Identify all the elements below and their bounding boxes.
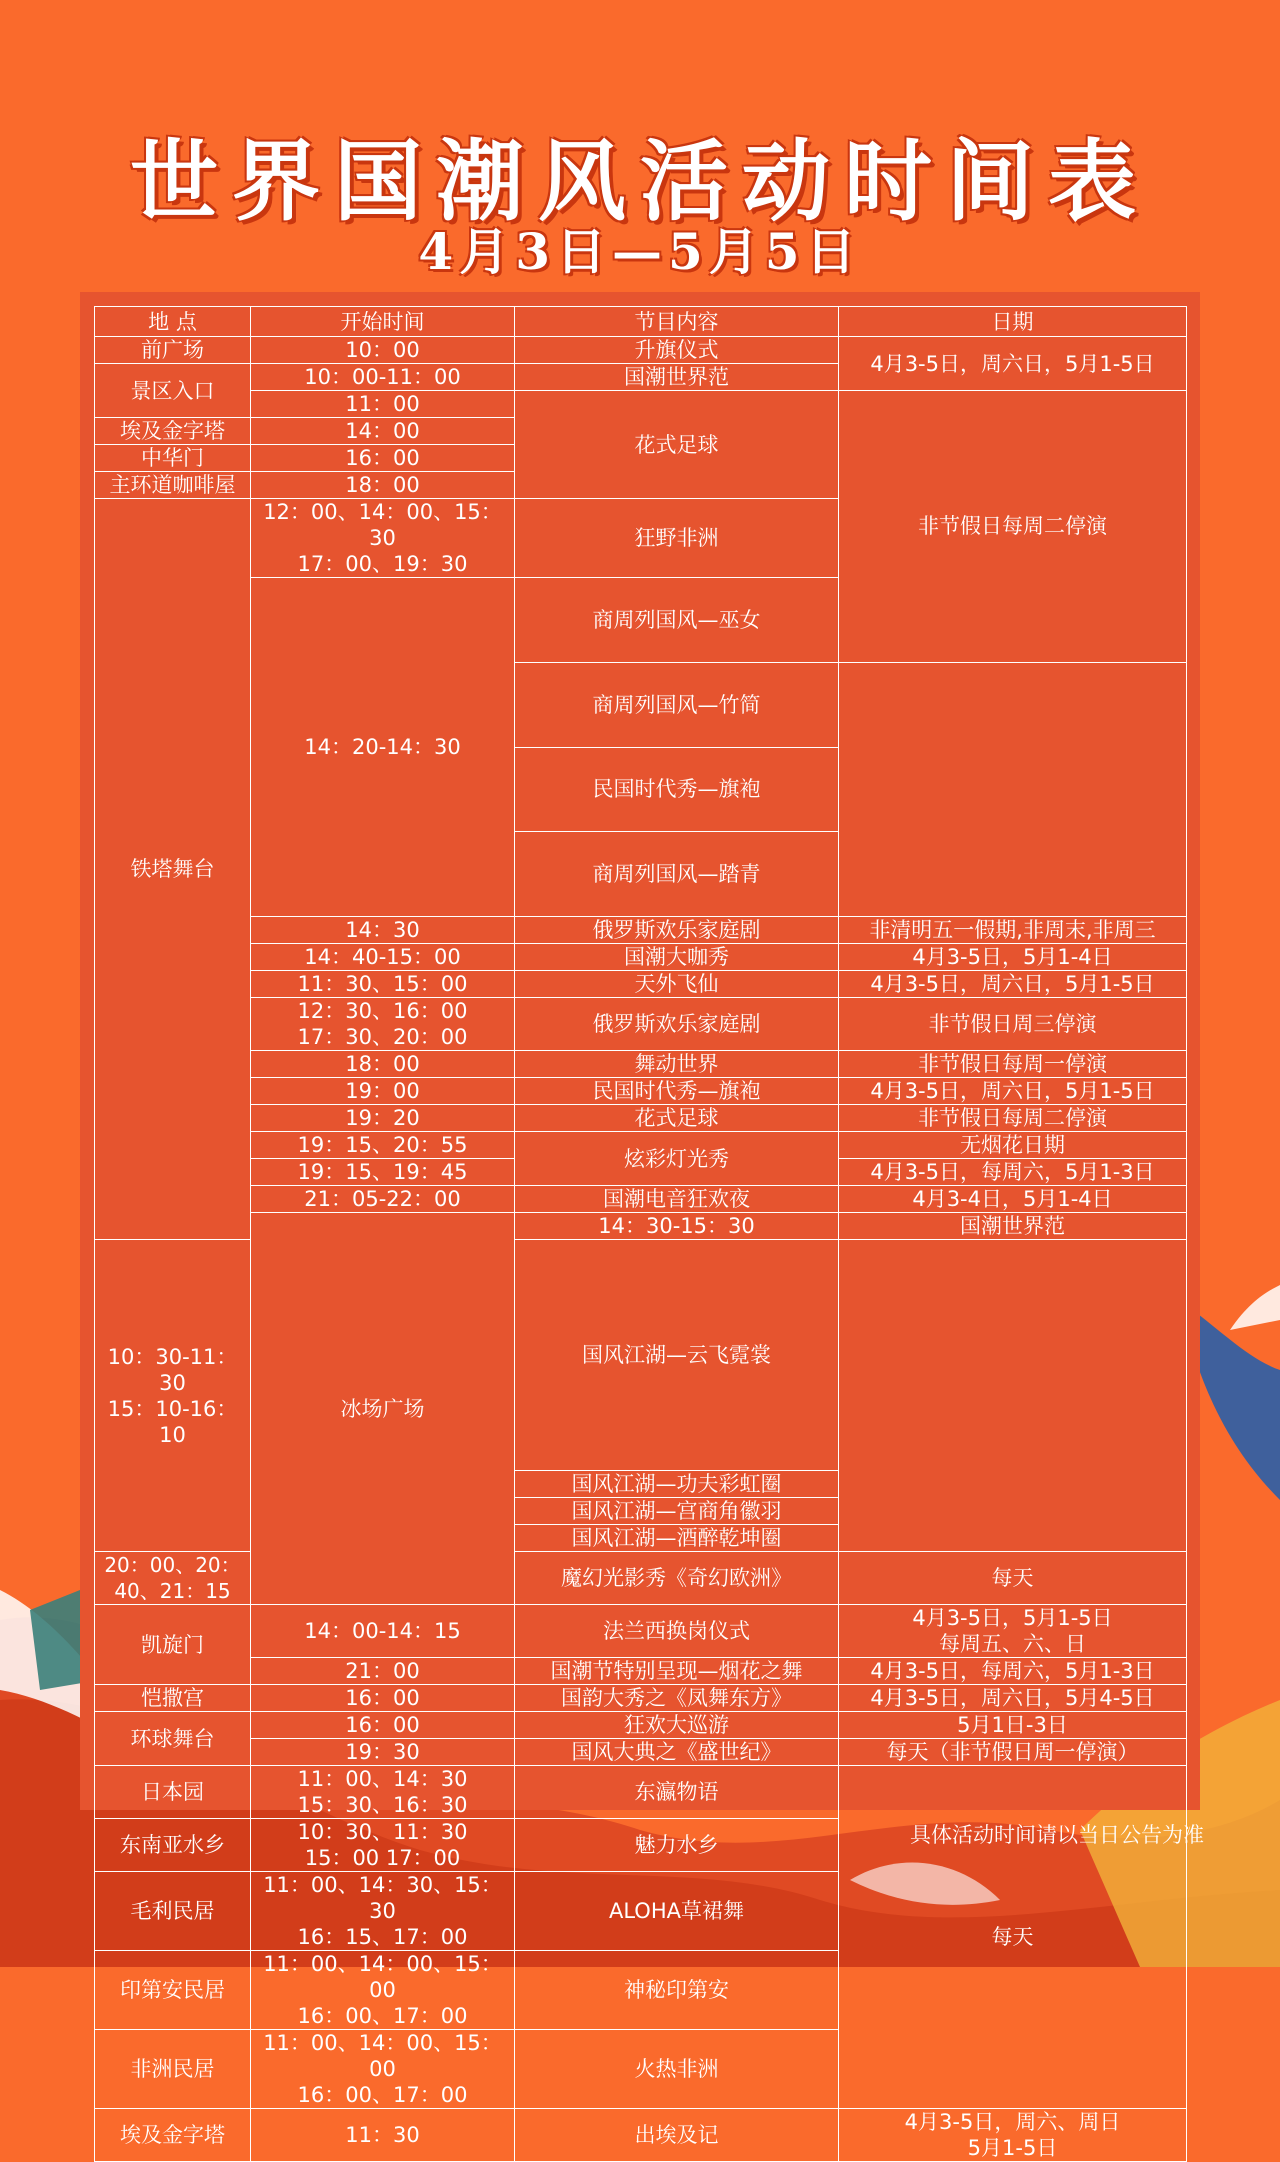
table-row	[95, 1712, 1187, 1739]
schedule-table	[94, 306, 1187, 2162]
table-cell: 14：30	[251, 917, 515, 944]
table-row	[95, 2109, 1187, 2162]
table-row	[95, 337, 1187, 364]
table-cell: 18：00	[251, 1051, 515, 1078]
table-cell: 国潮节特别呈现—烟花之舞	[515, 1658, 839, 1685]
table-cell: 铁塔舞台	[95, 499, 251, 1240]
table-cell: 19：15、20：55	[251, 1132, 515, 1159]
table-cell: 14：20-14：30	[251, 578, 515, 917]
table-row	[95, 1132, 1187, 1159]
table-cell: 恺撒宫	[95, 1685, 251, 1712]
table-cell: 10：00	[251, 337, 515, 364]
table-cell: 无烟花日期	[839, 1132, 1187, 1159]
table-cell: 16：00	[251, 445, 515, 472]
table-cell: 东南亚水乡	[95, 1819, 251, 1872]
table-row	[95, 1766, 1187, 1819]
header-program: 节目内容	[515, 307, 839, 337]
table-cell: 4月3-5日，周六日，5月1-5日	[839, 971, 1187, 998]
table-cell: 非清明五一假期,非周末,非周三	[839, 917, 1187, 944]
table-cell: 12：30、16：00 17：30、20：00	[251, 998, 515, 1051]
table-cell: 商周列国风—巫女	[515, 578, 839, 663]
table-cell: 埃及金字塔	[95, 418, 251, 445]
table-cell: 东瀛物语	[515, 1766, 839, 1819]
table-cell: 21：05-22：00	[251, 1186, 515, 1213]
table-cell: 升旗仪式	[515, 337, 839, 364]
table-cell: 19：00	[251, 1078, 515, 1105]
table-cell: 10：30、11：30 15：00 17：00	[251, 1819, 515, 1872]
table-cell: 舞动世界	[515, 1051, 839, 1078]
table-cell: 国韵大秀之《凤舞东方》	[515, 1685, 839, 1712]
table-cell: 魔幻光影秀《奇幻欧洲》	[515, 1552, 839, 1605]
table-cell: 俄罗斯欢乐家庭剧	[515, 998, 839, 1051]
table-cell: 非节假日每周二停演	[839, 391, 1187, 663]
table-cell: 4月3-5日，周六日，5月1-5日	[839, 1078, 1187, 1105]
table-cell: 19：20	[251, 1105, 515, 1132]
table-cell: 中华门	[95, 445, 251, 472]
header-start-time: 开始时间	[251, 307, 515, 337]
table-cell: 毛利民居	[95, 1872, 251, 1951]
table-cell: 前广场	[95, 337, 251, 364]
table-cell: 4月3-5日，每周六，5月1-3日	[839, 1159, 1187, 1186]
date-range-subtitle: 4月3日—5月5日	[418, 222, 862, 281]
table-cell: 19：30	[251, 1739, 515, 1766]
table-cell: 炫彩灯光秀	[515, 1132, 839, 1186]
table-cell: 国潮世界范	[839, 1213, 1187, 1240]
table-cell: 民国时代秀—旗袍	[515, 1078, 839, 1105]
table-row	[95, 917, 1187, 944]
table-row	[95, 1605, 1187, 1658]
table-row	[95, 1658, 1187, 1685]
table-cell: 14：00	[251, 418, 515, 445]
table-cell: 16：00	[251, 1712, 515, 1739]
table-cell: 4月3-5日，周六、周日 5月1-5日	[839, 2109, 1187, 2162]
table-cell: 国潮世界范	[515, 364, 839, 391]
table-cell: 主环道咖啡屋	[95, 472, 251, 499]
table-row	[95, 1051, 1187, 1078]
table-cell: 19：15、19：45	[251, 1159, 515, 1186]
table-cell: 印第安民居	[95, 1951, 251, 2030]
table-cell: 4月3-4日，5月1-4日	[839, 1186, 1187, 1213]
table-cell: 每天	[839, 1766, 1187, 2109]
table-cell: 4月3-5日，5月1-4日	[839, 944, 1187, 971]
table-cell: 21：00	[251, 1658, 515, 1685]
table-cell: 非洲民居	[95, 2030, 251, 2109]
table-cell: 俄罗斯欢乐家庭剧	[515, 917, 839, 944]
schedule-body	[95, 337, 1187, 2162]
table-row	[95, 1078, 1187, 1105]
table-cell: 狂野非洲	[515, 499, 839, 578]
table-cell: 商周列国风—竹简	[515, 662, 839, 747]
table-row	[95, 1105, 1187, 1132]
table-row	[95, 944, 1187, 971]
table-row	[95, 1213, 1187, 1240]
header-date: 日期	[839, 307, 1187, 337]
table-row	[95, 971, 1187, 998]
table-row	[95, 1685, 1187, 1712]
table-cell: 日本园	[95, 1766, 251, 1819]
table-cell: 凯旋门	[95, 1605, 251, 1685]
table-cell: 非节假日每周二停演	[839, 1105, 1187, 1132]
table-header-row	[95, 307, 1187, 337]
table-cell: 出埃及记	[515, 2109, 839, 2162]
table-cell: 11：00	[251, 391, 515, 418]
table-cell: 4月3-5日，周六日，5月4-5日	[839, 1685, 1187, 1712]
table-cell: 法兰西换岗仪式	[515, 1605, 839, 1658]
table-cell: 冰场广场	[251, 1213, 515, 1605]
table-cell: 18：00	[251, 472, 515, 499]
table-cell: 景区入口	[95, 364, 251, 418]
table-cell: 11：00、14：30、15：30 16：15、17：00	[251, 1872, 515, 1951]
table-cell: 12：00、14：00、15：30 17：00、19：30	[251, 499, 515, 578]
table-cell: 非节假日周三停演	[839, 998, 1187, 1051]
table-cell: 14：00-14：15	[251, 1605, 515, 1658]
table-cell: 10：30-11：30 15：10-16：10	[95, 1240, 251, 1552]
header-location: 地 点	[95, 307, 251, 337]
table-cell: 每天	[839, 1552, 1187, 1605]
table-cell: 火热非洲	[515, 2030, 839, 2109]
table-cell: 11：30	[251, 2109, 515, 2162]
table-cell: 狂欢大巡游	[515, 1712, 839, 1739]
table-row	[95, 391, 1187, 418]
table-cell: 商周列国风—踏青	[515, 832, 839, 917]
table-row	[95, 1186, 1187, 1213]
table-cell: 环球舞台	[95, 1712, 251, 1766]
table-cell: 4月3-5日，每周六，5月1-3日	[839, 1658, 1187, 1685]
table-cell: 10：00-11：00	[251, 364, 515, 391]
table-cell: 4月3-5日，周六日，5月1-5日	[839, 337, 1187, 391]
table-cell: 非节假日每周一停演	[839, 1051, 1187, 1078]
table-row	[95, 998, 1187, 1051]
table-cell: 国潮大咖秀	[515, 944, 839, 971]
table-cell: 花式足球	[515, 391, 839, 499]
table-cell: 14：30-15：30	[515, 1213, 839, 1240]
table-cell: 11：00、14：00、15：00 16：00、17：00	[251, 2030, 515, 2109]
table-cell: 民国时代秀—旗袍	[515, 747, 839, 832]
table-cell: 国风江湖—功夫彩虹圈	[515, 1471, 839, 1498]
table-cell: 国潮电音狂欢夜	[515, 1186, 839, 1213]
table-cell: 花式足球	[515, 1105, 839, 1132]
table-cell: ALOHA草裙舞	[515, 1872, 839, 1951]
table-cell: 国风大典之《盛世纪》	[515, 1739, 839, 1766]
table-cell: 11：00、14：30 15：30、16：30	[251, 1766, 515, 1819]
table-row	[95, 1739, 1187, 1766]
table-cell: 国风江湖—宫商角徽羽	[515, 1498, 839, 1525]
table-cell: 11：00、14：00、15：00 16：00、17：00	[251, 1951, 515, 2030]
table-cell: 国风江湖—酒醉乾坤圈	[515, 1525, 839, 1552]
table-cell: 魅力水乡	[515, 1819, 839, 1872]
table-cell: 神秘印第安	[515, 1951, 839, 2030]
table-cell: 16：00	[251, 1685, 515, 1712]
table-cell: 4月3-5日，5月1-5日 每周五、六、日	[839, 1605, 1187, 1658]
table-cell: 天外飞仙	[515, 971, 839, 998]
page-title: 世界国潮风活动时间表	[129, 129, 1150, 233]
table-cell: 20：00、20：40、21：15	[95, 1552, 251, 1605]
table-cell: 14：40-15：00	[251, 944, 515, 971]
table-cell: 11：30、15：00	[251, 971, 515, 998]
table-cell: 5月1日-3日	[839, 1712, 1187, 1739]
table-cell: 每天（非节假日周一停演）	[839, 1739, 1187, 1766]
table-cell: 国风江湖—云飞霓裳	[515, 1240, 839, 1471]
footnote: 具体活动时间请以当日公告为准	[910, 1823, 1204, 1847]
table-cell: 埃及金字塔	[95, 2109, 251, 2162]
